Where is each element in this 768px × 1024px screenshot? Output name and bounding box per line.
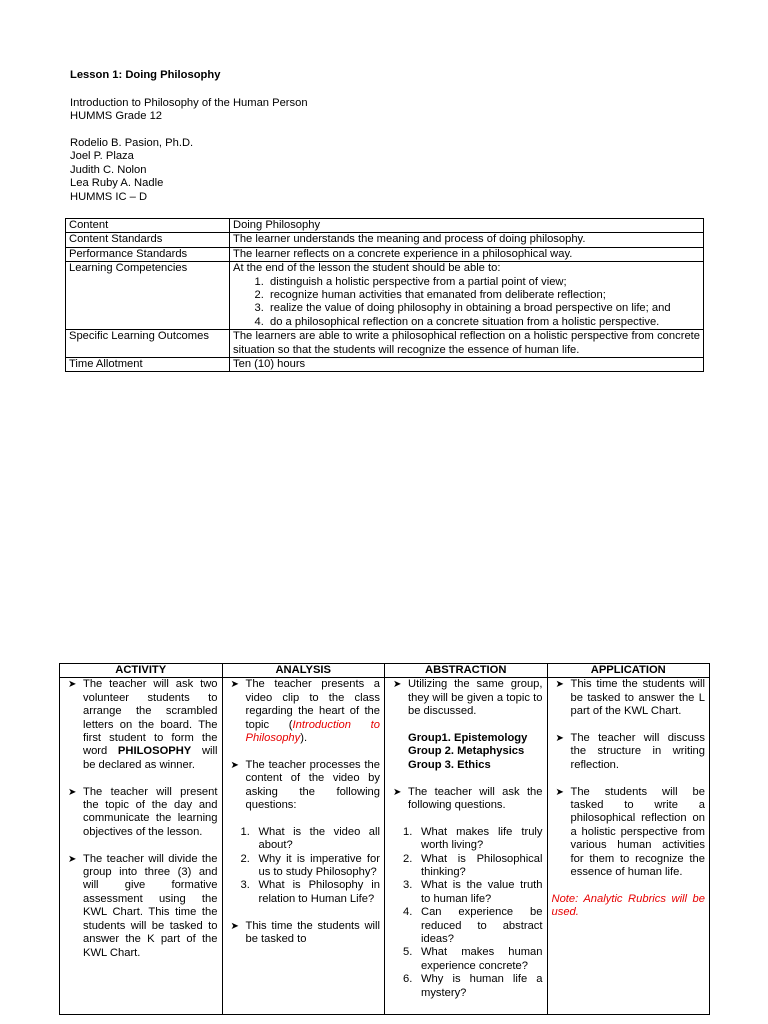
list-item: 4. Can experience be reduced to abstract ideas?	[403, 906, 543, 946]
arrow-bullet-icon: ➤	[230, 679, 239, 691]
abstraction-header: ABSTRACTION	[385, 664, 548, 678]
lesson-info-table	[65, 218, 704, 372]
list-item: ➤ The students will be tasked to write a philosophical reflection on a holistic perspective from various human activities for them to recognize the essence of human life.	[555, 785, 705, 879]
analysis-cell	[222, 678, 385, 1014]
arrow-bullet-icon: ➤	[393, 679, 402, 691]
group-item: Group 3. Ethics	[408, 758, 491, 771]
list-item: 2. Why it is imperative for us to study Philosophy?	[240, 852, 380, 879]
time-allotment-label: Time Allotment	[66, 358, 230, 372]
arrow-bullet-icon: ➤	[555, 733, 564, 745]
table-row	[60, 678, 710, 1014]
author-name: Judith C. Nolon	[70, 163, 147, 176]
author-list	[70, 137, 193, 204]
application-cell	[547, 678, 710, 1014]
analysis-header: ANALYSIS	[222, 664, 385, 678]
table-header-row	[60, 664, 710, 678]
list-item: ➤ The teacher will discuss the structure in writing reflection.	[555, 732, 705, 771]
list-item: 3. realize the value of doing philosophy in obtaining a broad perspective on life; and	[267, 302, 700, 315]
list-item: 6. Why is human life a mystery?	[403, 973, 543, 999]
list-item: 3. What is Philosophy in relation to Human Life?	[240, 879, 380, 905]
content-standards-value: The learner understands the meaning and process of doing philosophy.	[230, 233, 704, 247]
arrow-bullet-icon: ➤	[555, 786, 564, 798]
table-row	[66, 330, 704, 358]
list-item: 5. What makes human experience concrete?	[403, 946, 543, 972]
competencies-list	[233, 276, 700, 330]
application-header: APPLICATION	[547, 664, 710, 678]
list-item: 3. What is the value truth to human life?	[403, 879, 543, 905]
list-item: ➤ The teacher will ask the following questions.	[393, 785, 543, 812]
rubrics-note: Note: Analytic Rubrics will be used.	[551, 892, 705, 919]
abstraction-cell	[385, 678, 548, 1014]
list-item: ➤ The teacher will ask two volunteer students to arrange the scrambled letters on the board. The first student to form the word PHILOSOPHY will be declared as winner.	[68, 678, 218, 771]
group-item: Group 2. Metaphysics	[408, 745, 525, 758]
philosophy-word: PHILOSOPHY	[117, 745, 192, 758]
learning-outcomes-value: The learners are able to write a philosophical reflection on a holistic perspective from concrete situation so that the students will recognize the essence of human life.	[230, 330, 704, 358]
lesson-plan-table	[59, 663, 710, 1015]
table-row	[66, 358, 704, 372]
arrow-bullet-icon: ➤	[68, 679, 77, 691]
list-item: ➤ This time the students will be tasked to	[230, 919, 380, 946]
group-item: Group1. Epistemology	[408, 732, 528, 745]
list-item: ➤ The teacher will present the topic of the day and communicate the learning objectives of the lesson.	[68, 785, 218, 838]
time-allotment-value: Ten (10) hours	[230, 358, 704, 372]
content-standards-label: Content Standards	[66, 233, 230, 247]
list-item: 1. distinguish a holistic perspective from a partial point of view;	[267, 276, 700, 289]
course-name: Introduction to Philosophy of the Human Person	[70, 97, 308, 109]
question-list	[225, 826, 381, 906]
performance-standards-value: The learner reflects on a concrete experience in a philosophical way.	[230, 247, 704, 261]
lesson-title: Lesson 1: Doing Philosophy	[70, 69, 221, 81]
list-item: 1. What makes life truly worth living?	[403, 825, 543, 852]
list-item: 4. do a philosophical reflection on a concrete situation from a holistic perspective.	[267, 316, 700, 329]
list-item: ➤ The teacher presents a video clip to the class regarding the heart of the topic (Introduction to Philosophy).	[230, 678, 380, 745]
list-item: 2. recognize human activities that emanated from deliberate reflection;	[267, 289, 700, 302]
table-row	[66, 262, 704, 330]
activity-header: ACTIVITY	[60, 664, 223, 678]
question-list	[387, 826, 543, 1000]
course-info	[70, 97, 308, 124]
activity-cell	[60, 678, 223, 1014]
list-item: ➤ The teacher will divide the group into three (3) and will give formative assessment using the KWL Chart. This time the students will be tasked to answer the K part of the KWL Chart.	[68, 852, 218, 959]
video-topic: Introduction to Philosophy	[245, 718, 380, 745]
learning-competencies-value	[230, 262, 704, 330]
arrow-bullet-icon: ➤	[68, 853, 77, 865]
list-item: ➤ This time the students will be tasked to answer the L part of the KWL Chart.	[555, 678, 705, 718]
content-value: Doing Philosophy	[230, 219, 704, 233]
competencies-intro: At the end of the lesson the student should be able to:	[233, 262, 501, 275]
author-name: Rodelio B. Pasion, Ph.D.	[70, 137, 194, 149]
arrow-bullet-icon: ➤	[555, 679, 564, 691]
arrow-bullet-icon: ➤	[393, 786, 402, 798]
list-item: ➤ The teacher processes the content of the video by asking the following questions:	[230, 758, 380, 812]
section-name: HUMMS IC – D	[70, 190, 148, 203]
table-row	[66, 219, 704, 233]
list-item: 2. What is Philosophical thinking?	[403, 852, 543, 879]
group-list	[387, 732, 543, 772]
author-name: Lea Ruby A. Nadle	[70, 177, 164, 190]
arrow-bullet-icon: ➤	[230, 759, 239, 771]
table-row	[66, 233, 704, 247]
table-row	[66, 247, 704, 261]
arrow-bullet-icon: ➤	[68, 786, 77, 798]
content-label: Content	[66, 219, 230, 233]
arrow-bullet-icon: ➤	[230, 920, 239, 932]
grade-level: HUMMS Grade 12	[70, 110, 163, 123]
learning-competencies-label: Learning Competencies	[66, 262, 230, 330]
list-item: ➤ Utilizing the same group, they will be given a topic to be discussed.	[393, 678, 543, 718]
author-name: Joel P. Plaza	[70, 150, 134, 163]
list-item: 1. What is the video all about?	[240, 825, 380, 852]
performance-standards-label: Performance Standards	[66, 247, 230, 261]
learning-outcomes-label: Specific Learning Outcomes	[66, 330, 230, 358]
